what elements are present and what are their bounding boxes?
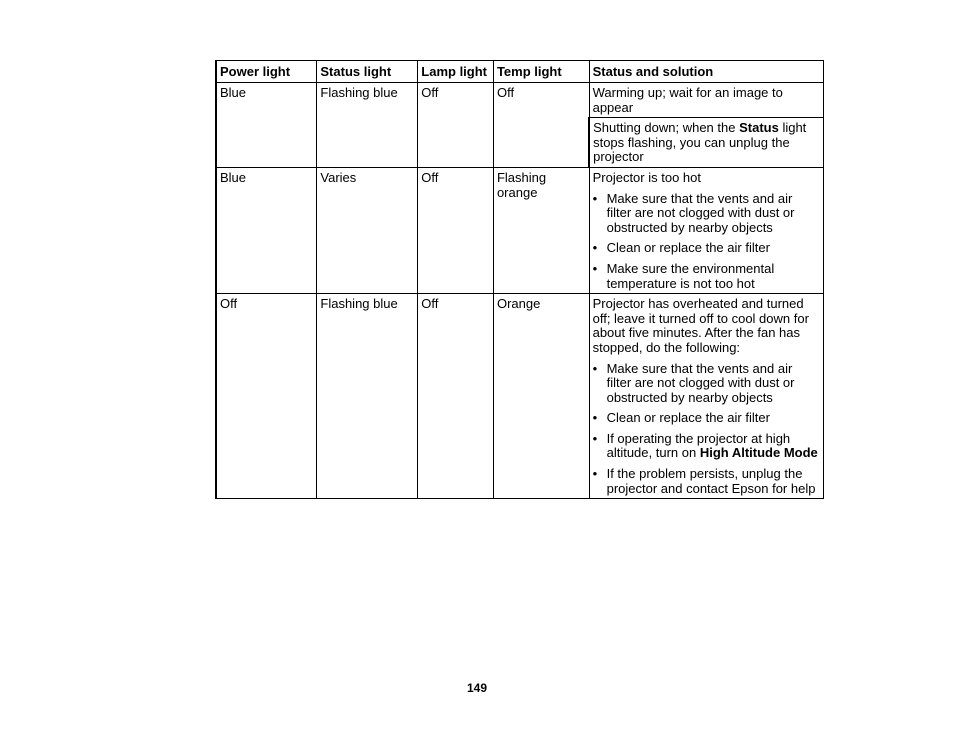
cell-solution [589,294,823,499]
solution-text: light stops flashing, you can unplug the projector [593,120,807,165]
cell-power: Blue [216,167,317,293]
high-altitude-mode-term: High Altitude Mode [699,445,818,461]
header-power-light: Power light [216,61,317,83]
cell-solution [589,167,823,293]
table-row [216,83,824,118]
cell-lamp: Off [418,167,494,293]
header-status-light: Status light [317,61,418,83]
solution-intro: Projector has overheated and turned off; leave it turned off to cool down for about five minutes. After the fan has stopped, do the following: [592,296,809,355]
status-lights-table [215,60,824,499]
header-temp-light: Temp light [493,61,589,83]
solution-text: Shutting down; when the [593,120,740,136]
list-item: • Clean or replace the air filter [593,411,820,426]
status-term: Status [739,120,779,136]
solution-intro: Projector is too hot [592,169,701,185]
solution-list [593,192,820,292]
cell-temp: Off [493,83,589,168]
list-item-text: If operating the projector at high altitude, turn on [606,430,791,461]
cell-temp: Orange [493,294,589,499]
solution-list [593,362,820,497]
table-row [216,167,824,293]
cell-solution [589,118,823,168]
cell-solution: Warming up; wait for an image to appear [589,83,823,118]
cell-power: Blue [216,83,317,168]
header-lamp-light: Lamp light [418,61,494,83]
list-item: • Clean or replace the air filter [593,241,820,256]
list-item: • Make sure that the vents and air filter are not clogged with dust or obstructed by nearby objects [593,192,820,236]
list-item: • If the problem persists, unplug the projector and contact Epson for help [593,467,820,496]
list-item: • Make sure that the vents and air filter are not clogged with dust or obstructed by nearby objects [593,362,820,406]
cell-lamp: Off [418,294,494,499]
cell-power: Off [216,294,317,499]
table-row [216,294,824,499]
cell-status: Flashing blue [317,83,418,168]
list-item: • Make sure the environmental temperature is not too hot [593,262,820,291]
cell-lamp: Off [418,83,494,168]
list-item [593,432,820,461]
cell-status: Varies [317,167,418,293]
cell-status: Flashing blue [317,294,418,499]
header-status-solution: Status and solution [589,61,823,83]
cell-temp: Flashing orange [493,167,589,293]
page-number: 149 [466,681,488,695]
table-header-row [216,61,824,83]
